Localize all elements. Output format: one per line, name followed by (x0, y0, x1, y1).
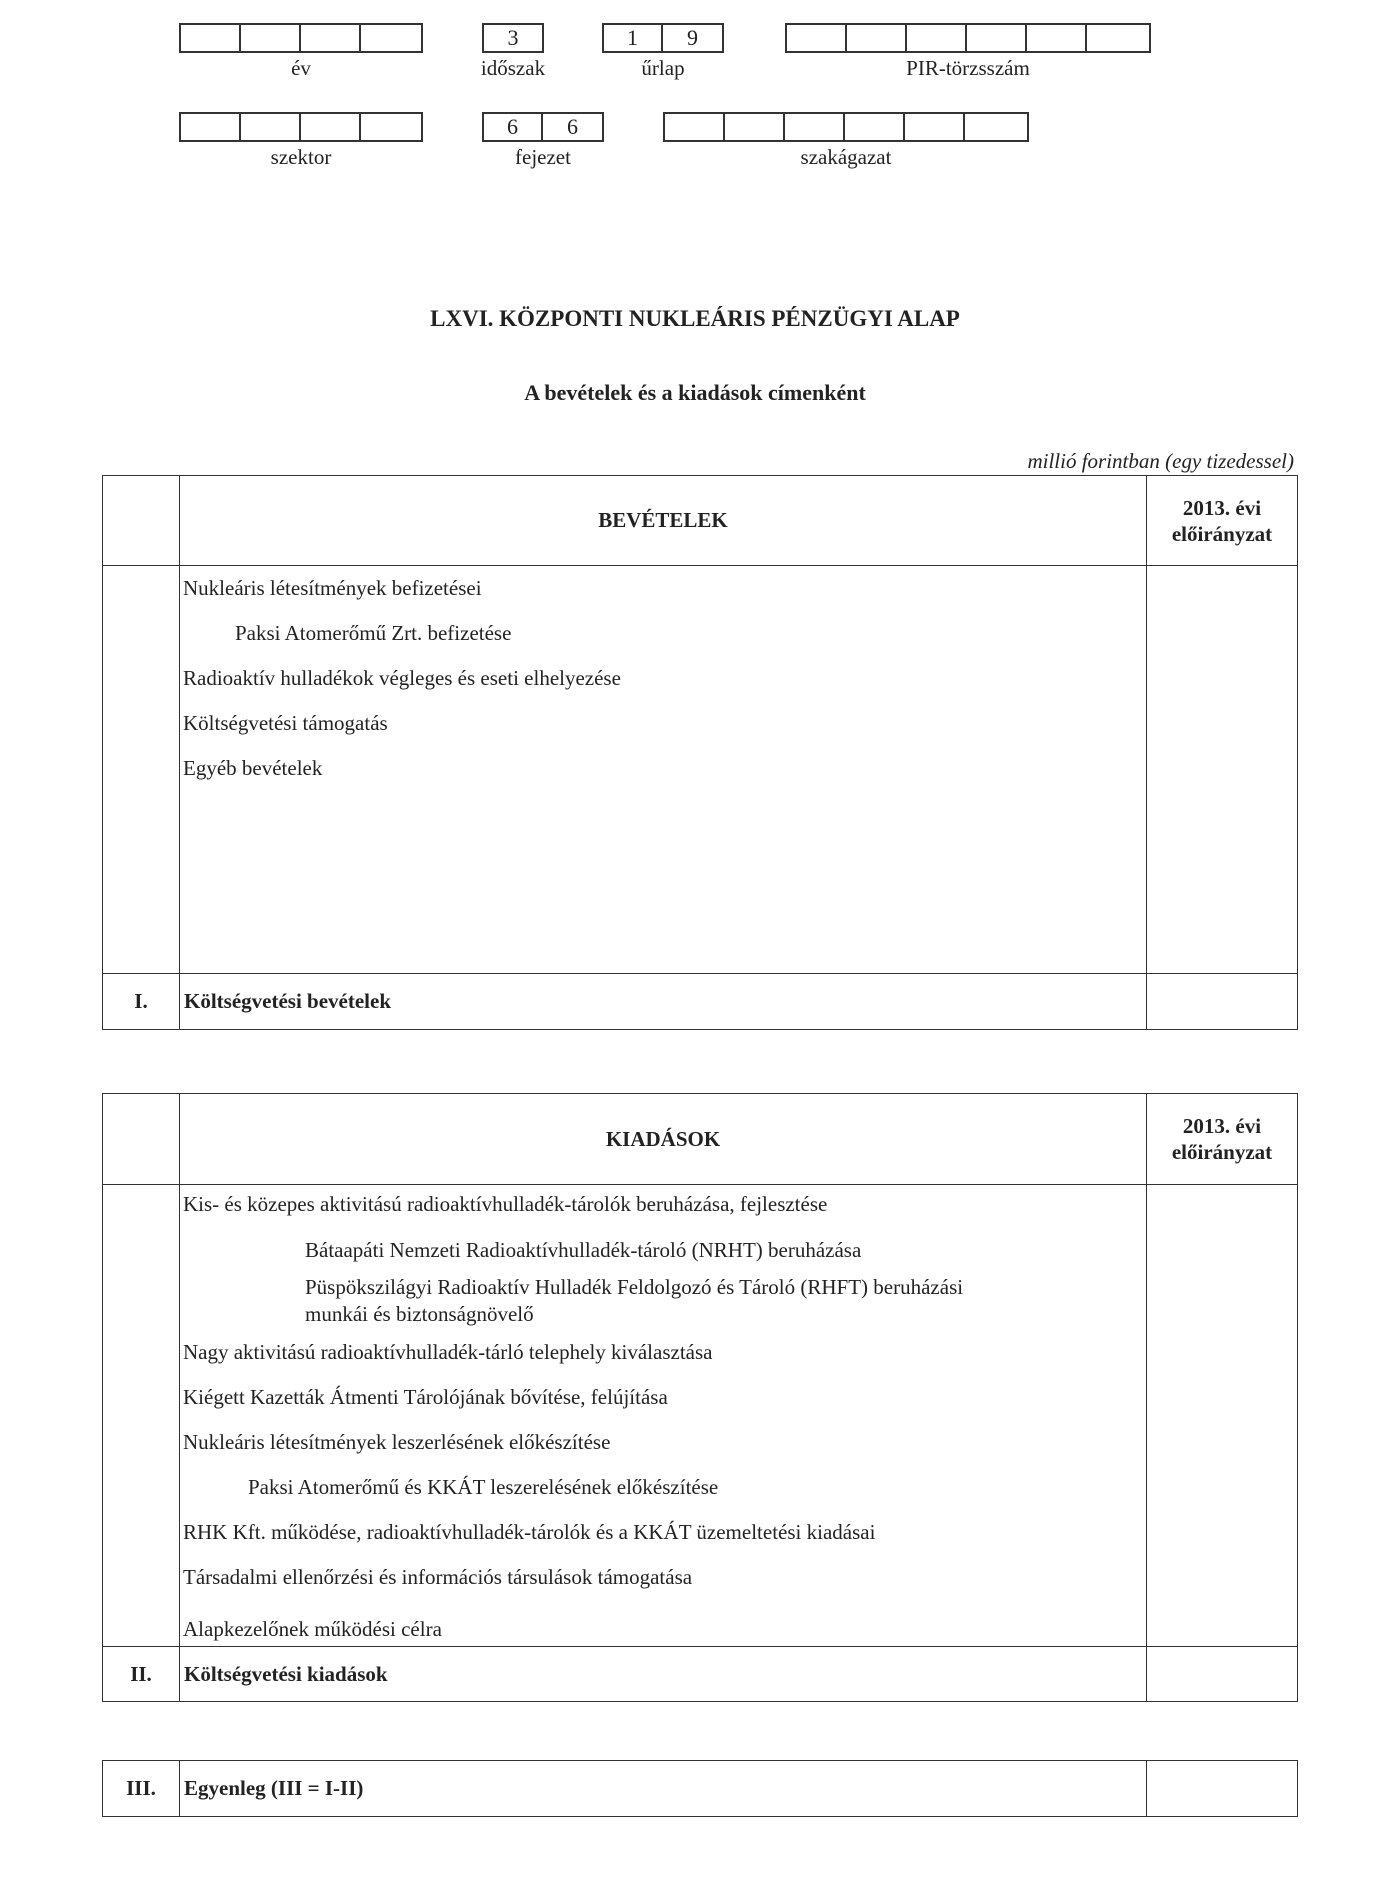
expense-item: Kis- és közepes aktivitású radioaktívhulladék-tárolók beruházása, fejlesztése (183, 1192, 828, 1216)
expense-item: munkái és biztonságnövelő (305, 1302, 534, 1326)
szakagazat-cell[interactable] (725, 114, 785, 140)
urlap-cell[interactable]: 9 (687, 25, 698, 50)
pir-boxes[interactable] (785, 23, 1151, 53)
expense-total-label: Költségvetési kiadások (180, 1647, 1147, 1702)
expense-item: Nagy aktivitású radioaktívhulladék-tárló telephely kiválasztása (183, 1340, 713, 1364)
expense-table (102, 1093, 1298, 1702)
pir-label: PIR-törzsszám (906, 56, 1030, 80)
expense-item: Püspökszilágyi Radioaktív Hulladék Feldolgozó és Tároló (RHFT) beruházási (305, 1275, 964, 1299)
income-item: Radioaktív hulladékok végleges és eseti elhelyezése (183, 666, 621, 690)
income-total-label: Költségvetési bevételek (180, 974, 1147, 1030)
szektor-cell[interactable] (361, 114, 421, 140)
ev-boxes[interactable] (179, 23, 423, 53)
szakagazat-cell[interactable] (665, 114, 725, 140)
col-header-year: 2013. évi (1182, 495, 1262, 520)
balance-table (102, 1760, 1298, 1817)
page-subtitle: A bevételek és a kiadások címenként (524, 380, 866, 405)
income-col-header (1147, 476, 1298, 566)
unit-note: millió forintban (egy tizedessel) (1027, 449, 1294, 473)
ev-label: év (291, 56, 311, 80)
expense-header-num-cell (103, 1094, 180, 1185)
income-items-cell (180, 566, 1147, 974)
urlap-label: űrlap (641, 56, 685, 80)
szakagazat-cell[interactable] (845, 114, 905, 140)
income-total-num: I. (103, 974, 180, 1030)
income-item: Paksi Atomerőmű Zrt. befizetése (235, 621, 512, 645)
pir-cell[interactable] (1087, 25, 1147, 51)
balance-num: III. (103, 1761, 180, 1817)
income-header: BEVÉTELEK (180, 476, 1147, 566)
szektor-cell[interactable] (301, 114, 361, 140)
idoszak-label: időszak (480, 56, 546, 80)
fejezet-label: fejezet (515, 145, 571, 169)
col-header-year: 2013. évi (1182, 1114, 1262, 1138)
income-item: Költségvetési támogatás (183, 711, 388, 735)
income-value-cell[interactable] (1147, 566, 1298, 974)
expense-total-value[interactable] (1147, 1647, 1298, 1702)
szakagazat-boxes[interactable] (663, 112, 1029, 142)
expense-items-cell (180, 1185, 1147, 1647)
expense-items-num-cell (103, 1185, 180, 1647)
urlap-cell[interactable]: 1 (604, 25, 663, 51)
szakagazat-label: szakágazat (800, 145, 892, 169)
col-header-label: előirányzat (1171, 1140, 1273, 1164)
ev-cell[interactable] (361, 25, 421, 51)
income-item: Nukleáris létesítmények befizetései (183, 576, 482, 600)
expense-item: Bátaapáti Nemzeti Radioaktívhulladék-tároló (NRHT) beruházása (305, 1238, 862, 1262)
expense-item: RHK Kft. működése, radioaktívhulladék-tárolók és a KKÁT üzemeltetési kiadásai (183, 1520, 876, 1544)
balance-label: Egyenleg (III = I-II) (180, 1761, 1147, 1817)
expense-item: Kiégett Kazetták Átmenti Tárolójának bővítése, felújítása (183, 1385, 668, 1409)
balance-value[interactable] (1147, 1761, 1298, 1817)
urlap-boxes[interactable] (602, 23, 724, 53)
idoszak-boxes[interactable] (482, 23, 544, 53)
expense-item: Társadalmi ellenőrzési és információs társulások támogatása (183, 1565, 693, 1589)
page-title: LXVI. KÖZPONTI NUKLEÁRIS PÉNZÜGYI ALAP (430, 306, 960, 331)
ev-cell[interactable] (241, 25, 301, 51)
income-table (102, 475, 1298, 1030)
income-items-num-cell (103, 566, 180, 974)
fejezet-cell[interactable]: 6 (567, 114, 578, 139)
col-header-label: előirányzat (1171, 521, 1273, 546)
income-total-value[interactable] (1147, 974, 1298, 1030)
szakagazat-cell[interactable] (965, 114, 1025, 140)
szektor-boxes[interactable] (179, 112, 423, 142)
pir-cell[interactable] (907, 25, 967, 51)
szektor-label: szektor (270, 145, 332, 169)
fejezet-boxes[interactable] (482, 112, 604, 142)
expense-item: Paksi Atomerőmű és KKÁT leszerelésének előkészítése (248, 1475, 719, 1499)
pir-cell[interactable] (787, 25, 847, 51)
szektor-cell[interactable] (241, 114, 301, 140)
expense-item: Nukleáris létesítmények leszerlésének előkészítése (183, 1430, 611, 1454)
szektor-cell[interactable] (181, 114, 241, 140)
pir-cell[interactable] (847, 25, 907, 51)
expense-col-header (1147, 1094, 1298, 1185)
pir-cell[interactable] (967, 25, 1027, 51)
expense-value-cell[interactable] (1147, 1185, 1298, 1647)
idoszak-cell[interactable]: 3 (507, 25, 519, 50)
szakagazat-cell[interactable] (905, 114, 965, 140)
expense-total-num: II. (103, 1647, 180, 1702)
income-header-num-cell (103, 476, 180, 566)
ev-cell[interactable] (181, 25, 241, 51)
szakagazat-cell[interactable] (785, 114, 845, 140)
expense-item: Alapkezelőnek működési célra (183, 1617, 442, 1641)
ev-cell[interactable] (301, 25, 361, 51)
fejezet-cell[interactable]: 6 (484, 114, 543, 140)
expense-header: KIADÁSOK (180, 1094, 1147, 1185)
pir-cell[interactable] (1027, 25, 1087, 51)
income-item: Egyéb bevételek (183, 756, 323, 780)
